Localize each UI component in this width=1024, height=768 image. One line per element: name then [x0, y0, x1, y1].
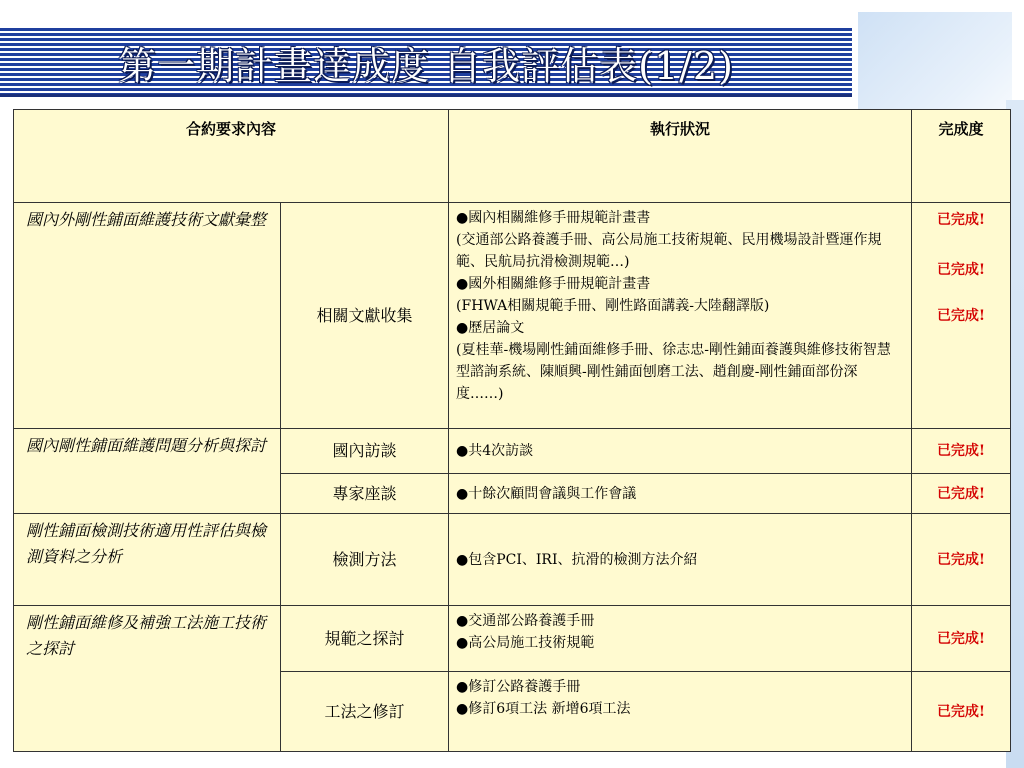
category-cell: 國內剛性鋪面維護問題分析與探討 — [14, 429, 281, 514]
detail-line: ●國外相關維修手冊規範計畫書 — [456, 276, 651, 292]
table-row — [14, 606, 1011, 672]
detail-cell — [449, 672, 912, 752]
detail-line: ●修訂6項工法 新增6項工法 — [456, 701, 631, 717]
completion-status: 已完成! — [936, 308, 986, 324]
subitem-cell: 相關文獻收集 — [281, 203, 449, 429]
table-row — [14, 514, 1011, 606]
detail-line: ●歷居論文 — [456, 320, 525, 336]
completion-status: 已完成! — [936, 262, 986, 278]
detail-cell — [449, 474, 912, 514]
detail-line: ●國內相關維修手冊規範計畫書 — [456, 210, 651, 226]
detail-line: ●包含PCI、IRI、抗滑的檢測方法介紹 — [456, 551, 698, 568]
subitem-cell: 檢測方法 — [281, 514, 449, 606]
detail-line: ●共4次訪談 — [456, 443, 534, 459]
category-cell: 剛性鋪面維修及補強工法施工技術之探討 — [14, 606, 281, 752]
header-row — [14, 110, 1011, 203]
evaluation-table — [13, 109, 1011, 752]
header-requirement: 合約要求內容 — [14, 110, 449, 203]
detail-line: (夏桂華-機場剛性鋪面維修手冊、徐志忠-剛性鋪面養護與維修技術智慧型諮詢系統、陳順興-剛性鋪面刨磨工法、趙創慶-剛性鋪面部份深度……) — [456, 342, 891, 402]
table-row — [14, 429, 1011, 474]
subitem-cell: 國內訪談 — [281, 429, 449, 474]
detail-line: ●十餘次顧問會議與工作會議 — [456, 485, 637, 502]
category-cell: 國內外剛性鋪面維護技術文獻彙整 — [14, 203, 281, 429]
completion-status: 已完成! — [936, 485, 986, 502]
completion-status: 已完成! — [936, 551, 986, 568]
header-status: 執行狀況 — [449, 110, 912, 203]
completion-cell — [912, 203, 1011, 429]
detail-line: ●交通部公路養護手冊 — [456, 613, 595, 629]
detail-cell — [449, 606, 912, 672]
detail-cell — [449, 203, 912, 429]
slide-title: 第一期計畫達成度 自我評估表(1/2) — [118, 43, 734, 88]
detail-line: ●修訂公路養護手冊 — [456, 679, 581, 695]
completion-status: 已完成! — [936, 703, 986, 720]
completion-cell — [912, 429, 1011, 474]
completion-cell — [912, 514, 1011, 606]
completion-status: 已完成! — [936, 212, 986, 228]
category-cell: 剛性鋪面檢測技術適用性評估與檢測資料之分析 — [14, 514, 281, 606]
completion-status: 已完成! — [936, 630, 986, 647]
header-completion: 完成度 — [912, 110, 1011, 203]
completion-status: 已完成! — [936, 443, 986, 459]
completion-cell — [912, 474, 1011, 514]
detail-line: (交通部公路養護手冊、高公局施工技術規範、民用機場設計暨運作規範、民航局抗滑檢測規範…) — [456, 232, 882, 270]
table-row — [14, 203, 1011, 429]
detail-cell — [449, 514, 912, 606]
completion-cell — [912, 672, 1011, 752]
detail-line: ●高公局施工技術規範 — [456, 635, 595, 651]
detail-cell — [449, 429, 912, 474]
completion-cell — [912, 606, 1011, 672]
subitem-cell: 規範之探討 — [281, 606, 449, 672]
detail-line: (FHWA相關規範手冊、剛性路面講義-大陸翻譯版) — [456, 298, 770, 314]
subitem-cell: 工法之修訂 — [281, 672, 449, 752]
subitem-cell: 專家座談 — [281, 474, 449, 514]
